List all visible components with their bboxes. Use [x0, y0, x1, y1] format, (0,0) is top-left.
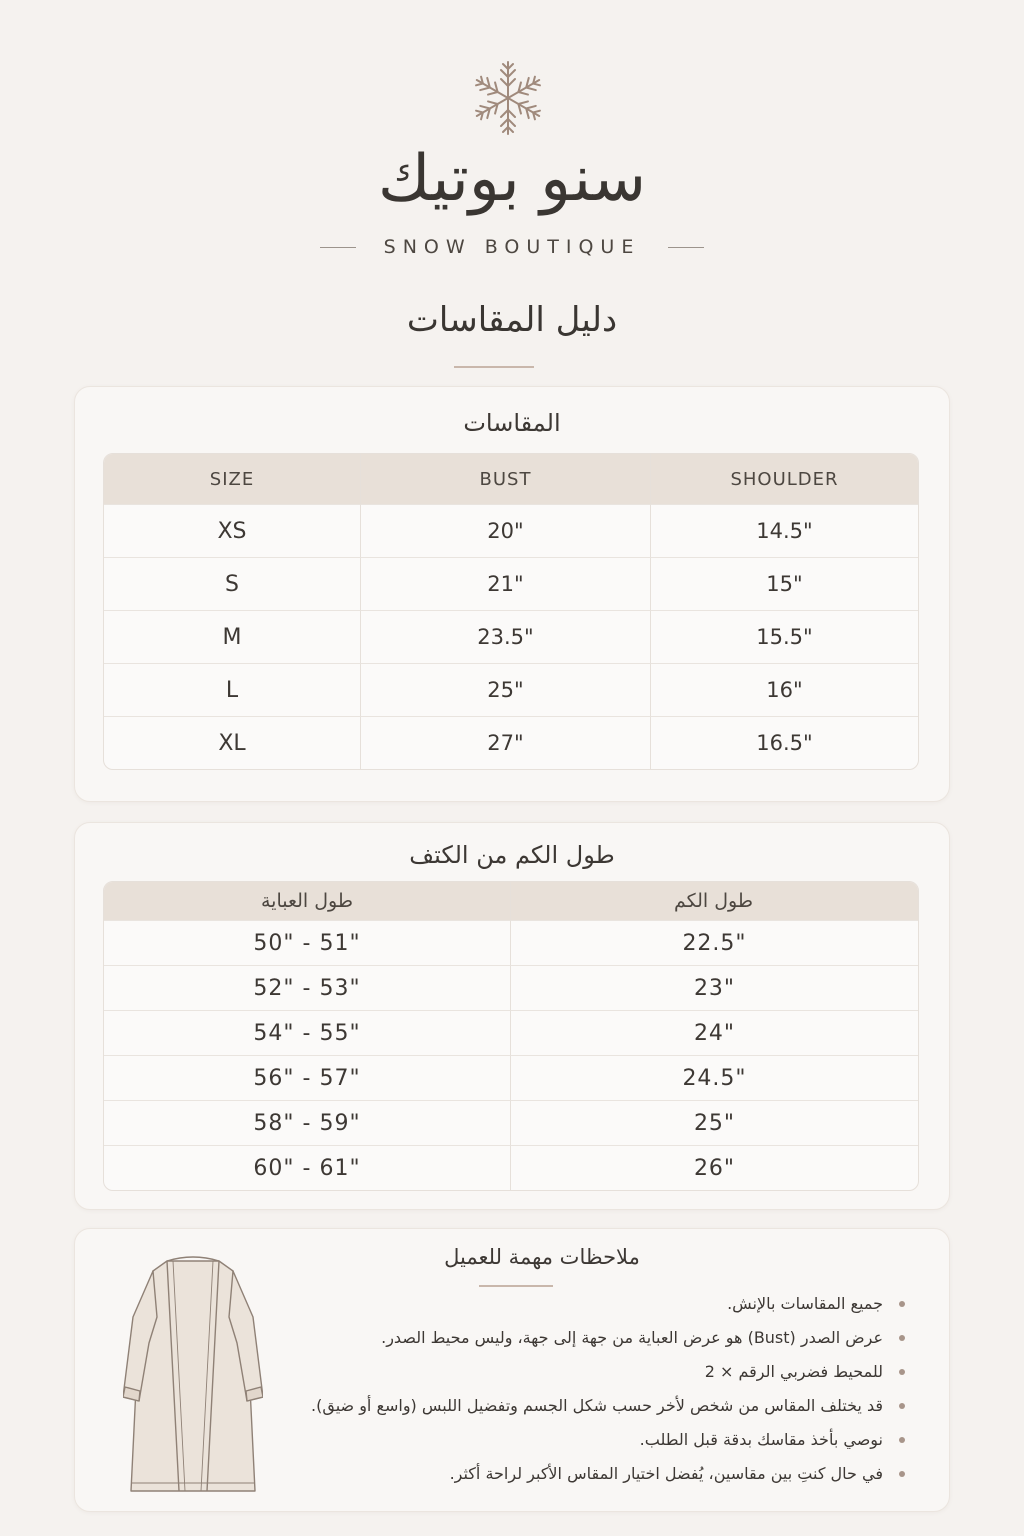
- column-header-bust: BUST: [360, 454, 650, 504]
- table-row: [104, 504, 918, 557]
- bust-cell: 21": [360, 557, 650, 610]
- size-cell: S: [104, 557, 360, 610]
- shoulder-cell: 16": [650, 663, 918, 716]
- table-row: [104, 965, 918, 1010]
- table-row: [104, 1055, 918, 1100]
- abaya-length-cell: 60" - 61": [104, 1145, 510, 1190]
- table-row: [104, 716, 918, 769]
- list-item: [289, 1389, 909, 1423]
- column-header-size: SIZE: [104, 454, 360, 504]
- abaya-length-cell: 50" - 51": [104, 920, 510, 965]
- sleeve-length-cell: 23": [510, 965, 918, 1010]
- list-item: [289, 1321, 909, 1355]
- table-row: [104, 920, 918, 965]
- abaya-length-cell: 58" - 59": [104, 1100, 510, 1145]
- shoulder-cell: 14.5": [650, 504, 918, 557]
- bullet-icon: [899, 1369, 905, 1375]
- divider: [668, 247, 704, 248]
- size-cell: L: [104, 663, 360, 716]
- sleeve-card-title: طول الكم من الكتف: [409, 841, 615, 869]
- abaya-illustration: [123, 1247, 263, 1499]
- bullet-icon: [899, 1471, 905, 1477]
- bullet-icon: [899, 1335, 905, 1341]
- sizes-card-title: المقاسات: [463, 409, 561, 437]
- divider: [320, 247, 356, 248]
- header: [0, 0, 1024, 380]
- bullet-icon: [899, 1403, 905, 1409]
- sleeve-length-cell: 24.5": [510, 1055, 918, 1100]
- sleeve-card: [74, 822, 950, 1210]
- note-text: عرض الصدر (Bust) هو عرض العباية من جهة إلى جهة، وليس محيط الصدر.: [381, 1328, 883, 1347]
- notes-title: ملاحظات مهمة للعميل: [444, 1245, 640, 1269]
- notes-list: [289, 1287, 909, 1491]
- abaya-length-cell: 52" - 53": [104, 965, 510, 1010]
- shoulder-cell: 15": [650, 557, 918, 610]
- note-text: للمحيط فضربي الرقم × 2: [704, 1362, 883, 1381]
- sleeve-length-cell: 26": [510, 1145, 918, 1190]
- list-item: [289, 1287, 909, 1321]
- table-row: [104, 663, 918, 716]
- size-cell: XS: [104, 504, 360, 557]
- note-text: جميع المقاسات بالإنش.: [727, 1294, 883, 1313]
- sleeve-table: [103, 881, 919, 1191]
- sleeve-length-cell: 25": [510, 1100, 918, 1145]
- column-header-sleeve-length: طول الكم: [510, 882, 918, 920]
- table-row: [104, 557, 918, 610]
- notes-card: [74, 1228, 950, 1512]
- sleeve-length-cell: 22.5": [510, 920, 918, 965]
- brand-name-english: SNOW BOUTIQUE: [383, 236, 641, 258]
- table-row: [104, 1100, 918, 1145]
- table-header-row: [104, 882, 918, 920]
- abaya-length-cell: 54" - 55": [104, 1010, 510, 1055]
- note-text: قد يختلف المقاس من شخص لأخر حسب شكل الجسم وتفضيل اللبس (واسع أو ضيق).: [311, 1396, 883, 1415]
- column-header-shoulder: SHOULDER: [650, 454, 918, 504]
- abaya-length-cell: 56" - 57": [104, 1055, 510, 1100]
- table-row: [104, 1145, 918, 1190]
- shoulder-cell: 16.5": [650, 716, 918, 769]
- bullet-icon: [899, 1437, 905, 1443]
- brand-name-arabic: سنو بوتيك: [377, 142, 647, 216]
- note-text: في حال كنتِ بين مقاسين، يُفضل اختيار المقاس الأكبر لراحة أكثر.: [449, 1464, 883, 1483]
- bust-cell: 25": [360, 663, 650, 716]
- list-item: [289, 1423, 909, 1457]
- page-title: دليل المقاسات: [406, 300, 618, 340]
- size-cell: M: [104, 610, 360, 663]
- bust-cell: 20": [360, 504, 650, 557]
- list-item: [289, 1457, 909, 1491]
- bullet-icon: [899, 1301, 905, 1307]
- table-row: [104, 1010, 918, 1055]
- size-cell: XL: [104, 716, 360, 769]
- bust-cell: 27": [360, 716, 650, 769]
- shoulder-cell: 15.5": [650, 610, 918, 663]
- sleeve-length-cell: 24": [510, 1010, 918, 1055]
- list-item: [289, 1355, 909, 1389]
- bust-cell: 23.5": [360, 610, 650, 663]
- sizes-card: [74, 386, 950, 802]
- note-text: نوصي بأخذ مقاسك بدقة قبل الطلب.: [639, 1430, 883, 1449]
- table-row: [104, 610, 918, 663]
- brand-name-english-row: [320, 236, 704, 260]
- snowflake-icon: [470, 58, 546, 138]
- sizes-table: [103, 453, 919, 770]
- table-header-row: [104, 454, 918, 504]
- divider: [454, 366, 534, 368]
- column-header-abaya-length: طول العباية: [104, 882, 510, 920]
